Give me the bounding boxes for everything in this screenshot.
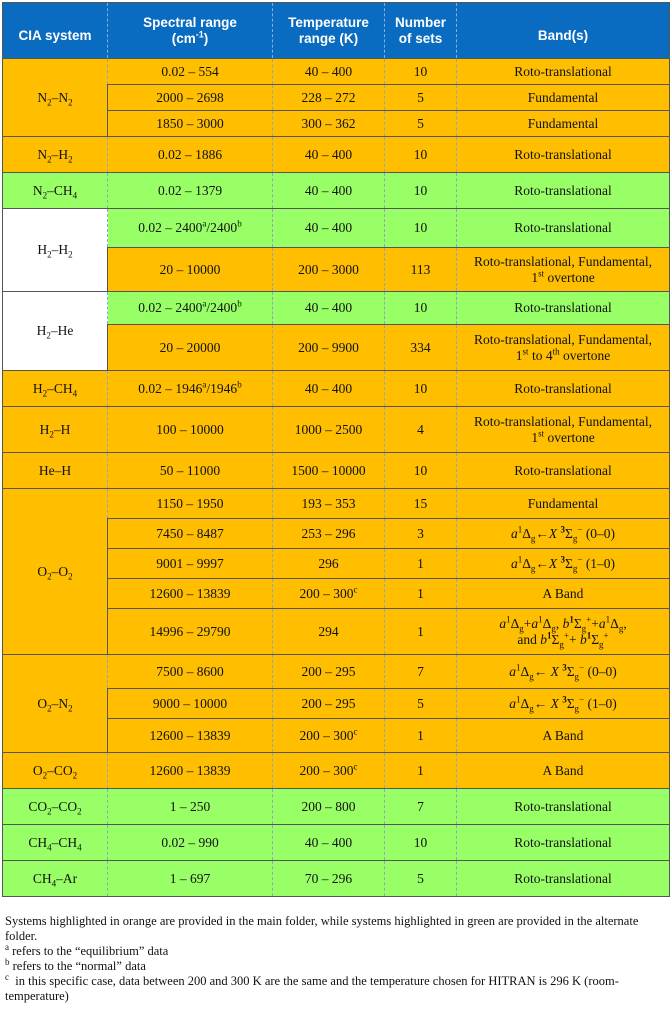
temperature-cell: 200 – 3000 (273, 248, 385, 292)
temperature-cell: 40 – 400 (273, 292, 385, 325)
spectral-cell: 2000 – 2698 (108, 85, 273, 111)
sets-cell: 10 (385, 209, 457, 248)
band-cell: Roto-translational (457, 861, 670, 897)
temperature-cell: 300 – 362 (273, 111, 385, 137)
sets-cell: 10 (385, 453, 457, 489)
band-cell: A Band (457, 753, 670, 789)
temperature-cell: 193 – 353 (273, 489, 385, 519)
temperature-cell: 294 (273, 609, 385, 655)
table-row (3, 825, 670, 861)
spectral-cell: 12600 – 13839 (108, 753, 273, 789)
table-row (3, 137, 670, 173)
band-cell: Roto-translational (457, 137, 670, 173)
header-row (3, 3, 670, 59)
spectral-cell: 20 – 20000 (108, 325, 273, 371)
header-spectral-range (108, 3, 273, 59)
spectral-cell: 20 – 10000 (108, 248, 273, 292)
band-cell: Roto-translational, Fundamental, 1st to 4th overtone (457, 325, 670, 371)
system-cell: $N_2-CH_4$ (3, 173, 108, 209)
sets-cell: 5 (385, 85, 457, 111)
spectral-cell: 1850 – 3000 (108, 111, 273, 137)
spectral-cell: 12600 – 13839 (108, 579, 273, 609)
temperature-cell: 200 – 295 (273, 655, 385, 689)
band-cell: $a^1\Delta_g+a^1\Delta_g$, $b^1\Sigma_g^++a^1\Delta_g$, and $b^1\Sigma_g^++ b^1\Sigma_g^+$ (457, 609, 670, 655)
band-cell: Roto-translational (457, 789, 670, 825)
table-row (3, 371, 670, 407)
header-temp-unit: range (K) (298, 30, 359, 46)
table-row (3, 655, 670, 689)
footnote-main: Systems highlighted in orange are provided in the main folder, while systems highlighted in green are provided in the alternate folder. (5, 914, 639, 943)
header-temperature (273, 3, 385, 59)
footnote-c: $^c$ in this specific case, data between 200 and 300 K are the same and the temperature chosen for HITRAN is 296 K (room-temperature) (5, 971, 619, 1003)
temperature-cell: 40 – 400 (273, 137, 385, 173)
temperature-cell: 40 – 400 (273, 59, 385, 85)
sets-cell: 10 (385, 137, 457, 173)
spectral-cell: 12600 – 13839 (108, 719, 273, 753)
band-cell: A Band (457, 579, 670, 609)
sets-cell: 10 (385, 173, 457, 209)
footnote-c-text: in this specific case, data between 200 and 300 K are the same and the temperature chosen for HITRAN is 296 K (room-temperature) (5, 974, 619, 1003)
system-cell: $O_2-CO_2$ (3, 753, 108, 789)
system-cell: $H_2-H$ (3, 407, 108, 453)
temperature-cell: 200 – 295 (273, 689, 385, 719)
system-cell: $H_2-He$ (3, 292, 108, 371)
band-cell: $a^1\Delta_g\leftarrow$ X $^3\Sigma_g^-$ (1–0) (457, 689, 670, 719)
table-footnotes (5, 914, 667, 1004)
band-cell: $a^1\Delta_g\leftarrow X$ $^3\Sigma_g^-$ (1–0) (457, 549, 670, 579)
spectral-cell: 7450 – 8487 (108, 519, 273, 549)
footnote-a: $^a$ refers to the “equilibrium” data (5, 941, 169, 958)
sets-cell: 5 (385, 111, 457, 137)
table-row (3, 292, 670, 325)
temperature-cell: 1500 – 10000 (273, 453, 385, 489)
system-cell: $CH_4-CH_4$ (3, 825, 108, 861)
system-cell: He–H (3, 453, 108, 489)
system-cell: $H_2-CH_4$ (3, 371, 108, 407)
temperature-cell: 200 – 9900 (273, 325, 385, 371)
system-cell: $N_2-H_2$ (3, 137, 108, 173)
spectral-cell: 0.02 – 2400$^a$/2400$^b$ (108, 292, 273, 325)
temperature-cell: 40 – 400 (273, 209, 385, 248)
temperature-cell: 200 – 300$^c$ (273, 719, 385, 753)
temperature-cell: 40 – 400 (273, 173, 385, 209)
system-cell: $H_2-H_2$ (3, 209, 108, 292)
sets-cell: 10 (385, 825, 457, 861)
band-cell: Roto-translational (457, 209, 670, 248)
temperature-cell: 253 – 296 (273, 519, 385, 549)
spectral-cell: 0.02 – 554 (108, 59, 273, 85)
system-cell: $CH_4-Ar$ (3, 861, 108, 897)
footnote-b: $^b$ refers to the “normal” data (5, 956, 146, 973)
band-cell: $a^1\Delta_g\leftarrow$ X $^3\Sigma_g^-$ (0–0) (457, 655, 670, 689)
cia-table (2, 2, 670, 897)
sets-cell: 4 (385, 407, 457, 453)
sets-cell: 1 (385, 549, 457, 579)
system-cell: $N_2-N_2$ (3, 59, 108, 137)
system-cell: $CO_2-CO_2$ (3, 789, 108, 825)
sets-cell: 1 (385, 579, 457, 609)
header-number-label: Number (394, 14, 446, 30)
header-number-unit: of sets (398, 30, 443, 46)
spectral-cell: 1 – 697 (108, 861, 273, 897)
spectral-cell: 9001 – 9997 (108, 549, 273, 579)
temperature-cell: 40 – 400 (273, 825, 385, 861)
footnote-b-text: refers to the “normal” data (12, 959, 146, 973)
temperature-cell: 228 – 272 (273, 85, 385, 111)
band-cell: Roto-translational (457, 825, 670, 861)
spectral-cell: 1 – 250 (108, 789, 273, 825)
band-cell: Roto-translational (457, 292, 670, 325)
spectral-cell: 14996 – 29790 (108, 609, 273, 655)
spectral-cell: 0.02 – 1946$^a$/1946$^b$ (108, 371, 273, 407)
band-cell: A Band (457, 719, 670, 753)
spectral-cell: 50 – 11000 (108, 453, 273, 489)
spectral-cell: 0.02 – 2400$^a$/2400$^b$ (108, 209, 273, 248)
band-cell: Roto-translational (457, 453, 670, 489)
sets-cell: 10 (385, 292, 457, 325)
header-temp-label: Temperature (288, 14, 369, 30)
band-cell: Roto-translational (457, 59, 670, 85)
sets-cell: 7 (385, 655, 457, 689)
spectral-cell: 0.02 – 1379 (108, 173, 273, 209)
spectral-cell: 9000 – 10000 (108, 689, 273, 719)
temperature-cell: 200 – 300$^c$ (273, 753, 385, 789)
system-cell: $O_2-N_2$ (3, 655, 108, 753)
sets-cell: 10 (385, 371, 457, 407)
sets-cell: 113 (385, 248, 457, 292)
band-cell: Roto-translational (457, 371, 670, 407)
sets-cell: 1 (385, 609, 457, 655)
temperature-cell: 200 – 800 (273, 789, 385, 825)
table-row (3, 407, 670, 453)
temperature-cell: 1000 – 2500 (273, 407, 385, 453)
table-row (3, 453, 670, 489)
spectral-cell: 100 – 10000 (108, 407, 273, 453)
sets-cell: 5 (385, 689, 457, 719)
band-cell: Fundamental (457, 85, 670, 111)
temperature-cell: 200 – 300$^c$ (273, 579, 385, 609)
band-cell: Roto-translational, Fundamental, 1st overtone (457, 407, 670, 453)
temperature-cell: 40 – 400 (273, 371, 385, 407)
band-cell: Fundamental (457, 489, 670, 519)
footnote-a-text: refers to the “equilibrium” data (12, 944, 169, 958)
sets-cell: 1 (385, 753, 457, 789)
spectral-cell: 0.02 – 990 (108, 825, 273, 861)
table-row (3, 753, 670, 789)
band-cell: Fundamental (457, 111, 670, 137)
sets-cell: 10 (385, 59, 457, 85)
sets-cell: 5 (385, 861, 457, 897)
sets-cell: 334 (385, 325, 457, 371)
table-row (3, 209, 670, 248)
header-number (385, 3, 457, 59)
header-spectral-label: Spectral range (143, 14, 237, 30)
header-cia-system: CIA system (3, 3, 108, 59)
table-row (3, 59, 670, 85)
temperature-cell: 296 (273, 549, 385, 579)
spectral-cell: 7500 – 8600 (108, 655, 273, 689)
temperature-cell: 70 – 296 (273, 861, 385, 897)
sets-cell: 7 (385, 789, 457, 825)
table-row (3, 173, 670, 209)
band-cell: Roto-translational (457, 173, 670, 209)
spectral-cell: 1150 – 1950 (108, 489, 273, 519)
header-bands: Band(s) (457, 3, 670, 59)
table-row (3, 489, 670, 519)
sets-cell: 3 (385, 519, 457, 549)
sets-cell: 1 (385, 719, 457, 753)
system-cell: $O_2-O_2$ (3, 489, 108, 655)
header-spectral-unit: $(cm^{-1})$ (171, 29, 209, 46)
spectral-cell: 0.02 – 1886 (108, 137, 273, 173)
band-cell: $a^1\Delta_g\leftarrow X$ $^3\Sigma_g^-$ (0–0) (457, 519, 670, 549)
table-row (3, 861, 670, 897)
table-row (3, 789, 670, 825)
sets-cell: 15 (385, 489, 457, 519)
band-cell: Roto-translational, Fundamental, 1st overtone (457, 248, 670, 292)
